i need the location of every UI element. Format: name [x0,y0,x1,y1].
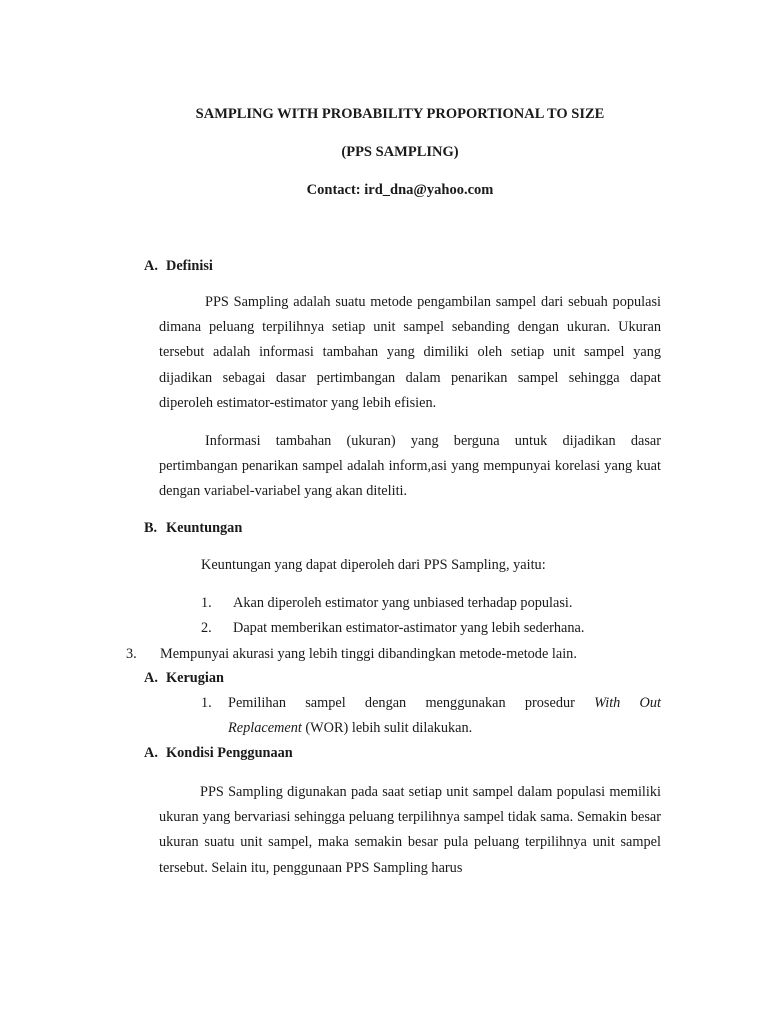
word: Pemilihan [228,695,286,711]
list-text: Dapat memberikan estimator-astimator yang lebih sederhana. [233,620,585,636]
word-italic: With [594,695,621,711]
list-item [201,595,572,612]
section-heading-keuntungan [144,520,242,537]
definisi-paragraph-2: Informasi tambahan (ukuran) yang berguna untuk dijadikan dasar pertimbangan penarikan sampel adalah inform,asi yang mempunyai korelasi yang kuat dengan variabel-variabel yang akan diteliti. [159,433,661,500]
keuntungan-intro: Keuntungan yang dapat diperoleh dari PPS Sampling, yaitu: [201,557,546,573]
section-title: Keuntungan [166,520,243,536]
contact-line: Contact: ird_dna@yahoo.com [306,182,494,198]
line-text: (WOR) lebih sulit dilakukan. [301,720,473,736]
list-text: Mempunyai akurasi yang lebih tinggi dibandingkan metode-metode lain. [160,646,577,662]
list-number: 2. [201,620,212,636]
page-subtitle: (PPS SAMPLING) [341,144,459,160]
section-letter: A. [144,670,158,686]
kerugian-item-line-2 [228,720,472,737]
section-heading-kerugian [144,670,224,687]
kerugian-item-line-1 [228,695,661,712]
section-letter: A. [144,745,158,761]
page-title: SAMPLING WITH PROBABILITY PROPORTIONAL TO SIZE [195,106,605,122]
italic-term: Replacement [228,720,302,736]
section-title: Kerugian [166,670,224,686]
list-item [201,620,584,637]
section-letter: A. [144,258,158,274]
section-heading-kondisi [144,745,293,762]
list-number: 3. [126,646,137,662]
list-text: Akan diperoleh estimator yang unbiased terhadap populasi. [233,595,573,611]
kerugian-item-number: 1. [201,695,212,711]
word: menggunakan [425,695,506,711]
kondisi-paragraph: PPS Sampling digunakan pada saat setiap unit sampel dalam populasi memiliki ukuran yang bervariasi sehingga peluang terpilihnya sampel tidak sama. Semakin besar ukuran suatu unit sampel, maka semakin besar pula peluang terpilihnya unit sampel tersebut. Selain itu, penggunaan PPS Sampling harus [159,784,661,876]
section-title: Definisi [166,258,213,274]
section-title: Kondisi Penggunaan [166,745,293,761]
word: sampel [305,695,346,711]
word: dengan [364,695,407,711]
section-heading-definisi [144,258,213,275]
word-italic: Out [639,695,661,711]
kondisi-body [159,780,661,881]
list-number: 1. [201,595,212,611]
definisi-body [159,290,661,416]
word: prosedur [524,695,575,711]
definisi-body-2 [159,429,661,505]
section-letter: B. [144,520,158,536]
list-item [126,646,577,663]
definisi-paragraph-1: PPS Sampling adalah suatu metode pengambilan sampel dari sebuah populasi dimana peluang terpilihnya setiap unit sampel sebanding dengan ukuran. Ukuran tersebut adalah informasi tambahan yang dimiliki oleh setiap unit sampel yang dijadikan sebagai dasar pertimbangan dalam penarikan sampel sehingga dapat diperoleh estimator-estimator yang lebih efisien. [159,294,661,411]
